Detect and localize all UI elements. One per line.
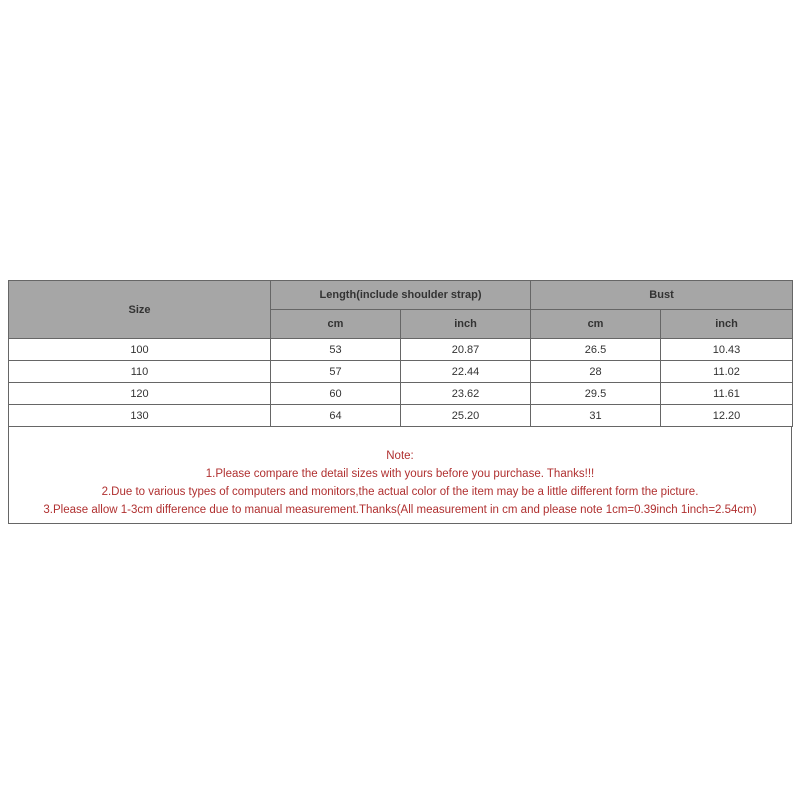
cell-bust-inch: 10.43 bbox=[661, 339, 793, 361]
cell-bust-cm: 26.5 bbox=[531, 339, 661, 361]
table-row bbox=[9, 339, 793, 361]
cell-length-cm: 57 bbox=[271, 361, 401, 383]
cell-size: 100 bbox=[9, 339, 271, 361]
cell-length-cm: 60 bbox=[271, 383, 401, 405]
notes-title: Note: bbox=[386, 450, 414, 462]
cell-bust-cm: 31 bbox=[531, 405, 661, 427]
cell-size: 110 bbox=[9, 361, 271, 383]
cell-bust-inch: 12.20 bbox=[661, 405, 793, 427]
header-bust-inch: inch bbox=[661, 310, 793, 339]
notes-section bbox=[8, 427, 792, 524]
table-row bbox=[9, 383, 793, 405]
cell-length-cm: 53 bbox=[271, 339, 401, 361]
cell-bust-inch: 11.61 bbox=[661, 383, 793, 405]
note-line: 1.Please compare the detail sizes with yours before you purchase. Thanks!!! bbox=[205, 468, 595, 480]
cell-length-inch: 25.20 bbox=[401, 405, 531, 427]
cell-length-inch: 20.87 bbox=[401, 339, 531, 361]
header-length: Length(include shoulder strap) bbox=[271, 281, 531, 310]
note-line: 3.Please allow 1-3cm difference due to manual measurement.Thanks(All measurement in cm and please note 1cm=0.39inch 1inch=2.54cm) bbox=[43, 504, 757, 516]
header-length-inch: inch bbox=[401, 310, 531, 339]
table-row bbox=[9, 405, 793, 427]
cell-length-inch: 23.62 bbox=[401, 383, 531, 405]
cell-bust-cm: 28 bbox=[531, 361, 661, 383]
cell-size: 120 bbox=[9, 383, 271, 405]
cell-bust-inch: 11.02 bbox=[661, 361, 793, 383]
cell-size: 130 bbox=[9, 405, 271, 427]
header-bust-cm: cm bbox=[531, 310, 661, 339]
note-line: 2.Due to various types of computers and monitors,the actual color of the item may be a little different form the picture. bbox=[101, 486, 699, 498]
cell-bust-cm: 29.5 bbox=[531, 383, 661, 405]
size-table bbox=[8, 280, 793, 427]
header-size: Size bbox=[9, 281, 271, 339]
table-row bbox=[9, 361, 793, 383]
size-chart bbox=[8, 280, 792, 524]
cell-length-inch: 22.44 bbox=[401, 361, 531, 383]
header-bust: Bust bbox=[531, 281, 793, 310]
cell-length-cm: 64 bbox=[271, 405, 401, 427]
header-length-cm: cm bbox=[271, 310, 401, 339]
